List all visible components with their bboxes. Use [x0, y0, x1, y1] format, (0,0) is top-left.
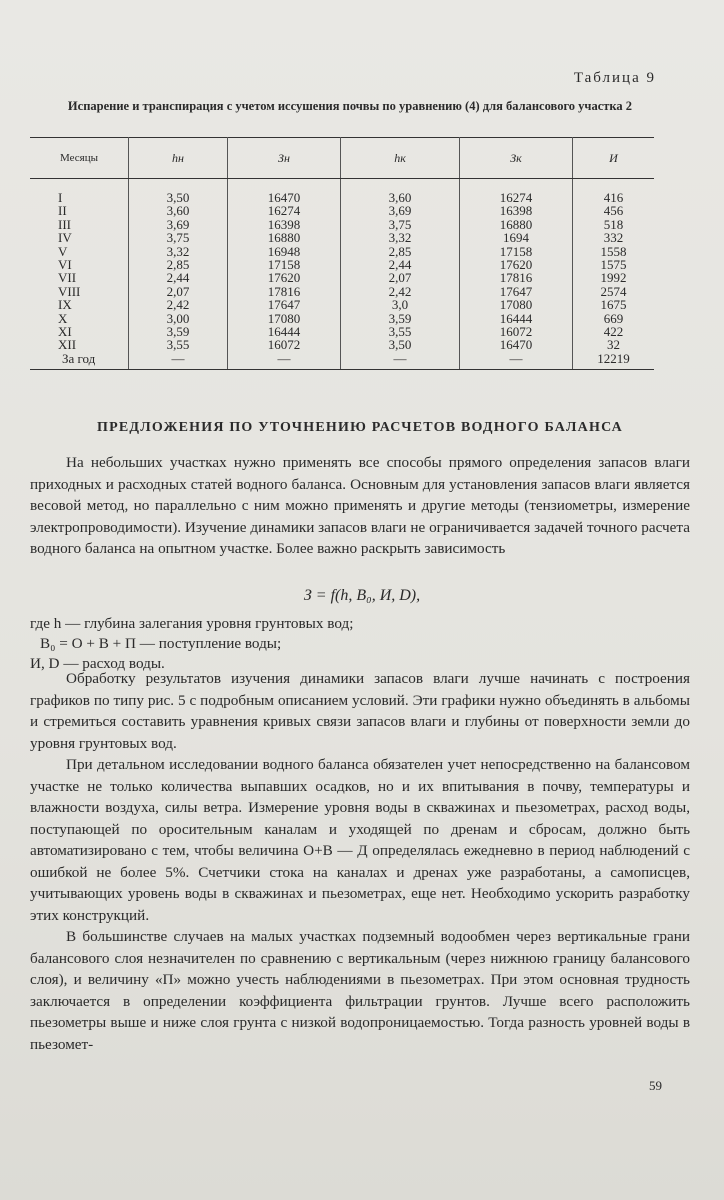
- month-cell: III: [30, 218, 129, 231]
- value-cell: 3,32: [341, 231, 460, 244]
- value-cell: 3,50: [341, 338, 460, 351]
- table-row: [30, 338, 654, 351]
- value-cell: 3,32: [129, 245, 228, 258]
- formula: З = f(h, B₀, И, D),: [303, 587, 421, 604]
- table-row: [30, 231, 654, 244]
- value-cell: 16398: [228, 218, 341, 231]
- definition: где h — глубина залегания уровня грунтовых вод;: [30, 615, 354, 632]
- value-cell: 16444: [460, 312, 573, 325]
- value-cell: 2,85: [129, 258, 228, 271]
- value-cell: 17080: [228, 312, 341, 325]
- value-cell: 416: [603, 190, 624, 205]
- value-cell: 3,75: [341, 218, 460, 231]
- month-cell: X: [30, 312, 129, 325]
- value-cell: 32: [607, 337, 620, 353]
- value-cell: 3,60: [341, 179, 460, 205]
- value-cell: 16072: [460, 325, 573, 338]
- value-cell: 16880: [228, 231, 341, 244]
- table-row: [30, 179, 654, 205]
- value-cell: 3,59: [341, 312, 460, 325]
- value-cell: 16470: [228, 179, 341, 205]
- value-cell: 669: [603, 310, 624, 326]
- column-header: И: [573, 138, 655, 179]
- month-cell: IV: [30, 231, 129, 244]
- value-cell: 3,59: [129, 325, 228, 338]
- column-header: Месяцы: [30, 138, 129, 179]
- value-cell: 2,85: [341, 245, 460, 258]
- value-cell: 16398: [460, 204, 573, 217]
- table-row: [30, 298, 654, 311]
- month-cell: XII: [30, 338, 129, 351]
- table-row: [30, 325, 654, 338]
- value-cell: 3,0: [341, 298, 460, 311]
- definitions: [30, 614, 353, 674]
- paragraph: На небольших участках нужно применять все способы прямого определения запасов влаги приходных и расходных статей водного баланса. Основным для установления запасов влаги является весовой метод, но параллельно с ним можно применять и другие методы (тензиометры, измерение электропроводимости). Изучение динамики запасов влаги не ограничивается задачей точного расчета водного баланса на опытном участке. Более важно раскрыть зависимость: [30, 454, 690, 557]
- paragraph: Обработку результатов изучения динамики запасов влаги лучше начинать с построения графиков по типу рис. 5 с подробным описанием условий. Эти графики нужно объединять в альбомы и стремиться составить уравнения кривых связи запасов влаги и глубины от поверхности земли до уровня грунтовых вод.: [30, 670, 690, 752]
- table-row: [30, 218, 654, 231]
- value-cell: 3,75: [129, 231, 228, 244]
- value-cell: 17816: [460, 271, 573, 284]
- column-header: Зк: [460, 138, 573, 179]
- column-header: hн: [129, 138, 228, 179]
- total-cell: 12219: [573, 352, 655, 370]
- table-row: [30, 204, 654, 217]
- value-cell: 2,42: [341, 285, 460, 298]
- value-cell: 16470: [460, 338, 573, 351]
- table-row: [30, 245, 654, 258]
- value-cell: 422: [603, 324, 624, 340]
- total-label: За год: [30, 352, 129, 370]
- value-cell: 2,07: [341, 271, 460, 284]
- column-header: Зн: [228, 138, 341, 179]
- value-cell: 16072: [228, 338, 341, 351]
- column-header: hк: [341, 138, 460, 179]
- value-cell: 3,69: [341, 204, 460, 217]
- data-table: [30, 137, 654, 370]
- paragraph: В большинстве случаев на малых участках подземный водообмен через вертикальные грани балансового слоя незначителен по сравнению с вертикальным (через нижнюю границу балансового слоя), и величину «П» можно учесть наблюдениями в пьезометрах. При этом основная трудность заключается в определении коэффициента фильтрации грунтов. Лучше всего расположить пьезометры выше и ниже слоя грунта с низкой водопроницаемостью. Тогда разность уровней воды в пьезомет-: [30, 928, 690, 1053]
- table-total-row: [30, 352, 654, 370]
- value-cell: 2,42: [129, 298, 228, 311]
- value-cell: 2,44: [129, 271, 228, 284]
- value-cell: 16444: [228, 325, 341, 338]
- total-cell: —: [341, 352, 460, 370]
- paragraph: При детальном исследовании водного баланса обязателен учет непосредственно на балансовом участке не только количества выпавших осадков, но и их впитывания в почву, температуры и влажности воздуха, силы ветра. Измерение уровня воды в скважинах и пьезометрах, расход воды, поступающей по оросительным каналам и уходящей по дренам и сбросам, должно быть автоматизировано с тем, чтобы величина О+В — Д определялась ежедневно в период наблюдений с ошибкой не более 5%. Счетчики стока на каналах и дренах уже разработаны, а самописцев, учитывающих уровень воды в скважинах и пьезометрах, еще нет. Необходимо ускорить разработку этих конструкций.: [30, 756, 690, 924]
- value-cell: 1694: [460, 231, 573, 244]
- value-cell: 3,50: [129, 179, 228, 205]
- value-cell: 17647: [460, 285, 573, 298]
- value-cell: 17816: [228, 285, 341, 298]
- month-cell: XI: [30, 325, 129, 338]
- definition: И, D — расход воды.: [30, 655, 165, 672]
- table-row: [30, 312, 654, 325]
- value-cell: 16948: [228, 245, 341, 258]
- total-cell: —: [460, 352, 573, 370]
- value-cell: 17620: [228, 271, 341, 284]
- month-cell: VII: [30, 271, 129, 284]
- section-heading: ПРЕДЛОЖЕНИЯ ПО УТОЧНЕНИЮ РАСЧЕТОВ ВОДНОГО БАЛАНСА: [96, 420, 623, 435]
- value-cell: 17080: [460, 298, 573, 311]
- value-cell: 1575: [600, 257, 627, 273]
- value-cell: 518: [603, 216, 624, 232]
- value-cell: 1992: [600, 270, 627, 286]
- month-cell: IX: [30, 298, 129, 311]
- table-row: [30, 258, 654, 271]
- value-cell: 3,55: [341, 325, 460, 338]
- table-header-row: [30, 138, 654, 179]
- value-cell: 1675: [600, 297, 627, 313]
- table-row: [30, 285, 654, 298]
- body-text-2: [30, 668, 690, 1055]
- month-cell: II: [30, 204, 129, 217]
- value-cell: 17647: [228, 298, 341, 311]
- body-text-1: [30, 452, 690, 560]
- total-cell: —: [228, 352, 341, 370]
- month-cell: I: [30, 179, 129, 205]
- page-number: 59: [649, 1078, 662, 1093]
- value-cell: 3,55: [129, 338, 228, 351]
- month-cell: VI: [30, 258, 129, 271]
- table-label: Таблица 9: [573, 70, 656, 86]
- value-cell: 16274: [228, 204, 341, 217]
- value-cell: 1558: [600, 243, 627, 259]
- value-cell: 2,07: [129, 285, 228, 298]
- value-cell: 332: [603, 230, 624, 246]
- table-body: [30, 179, 654, 370]
- total-cell: —: [129, 352, 228, 370]
- month-cell: VIII: [30, 285, 129, 298]
- value-cell: 456: [603, 203, 624, 219]
- table-row: [30, 271, 654, 284]
- definition: B₀ = О + В + П — поступление воды;: [40, 635, 282, 652]
- value-cell: 17158: [228, 258, 341, 271]
- value-cell: 17158: [460, 245, 573, 258]
- value-cell: 17620: [460, 258, 573, 271]
- value-cell: 3,60: [129, 204, 228, 217]
- value-cell: 2,44: [341, 258, 460, 271]
- value-cell: 2574: [600, 283, 627, 299]
- value-cell: 16880: [460, 218, 573, 231]
- month-cell: V: [30, 245, 129, 258]
- table-caption: Испарение и транспирация с учетом иссушения почвы по уравнению (4) для балансового участка 2: [67, 99, 633, 113]
- value-cell: 3,69: [129, 218, 228, 231]
- value-cell: 16274: [460, 179, 573, 205]
- value-cell: 3,00: [129, 312, 228, 325]
